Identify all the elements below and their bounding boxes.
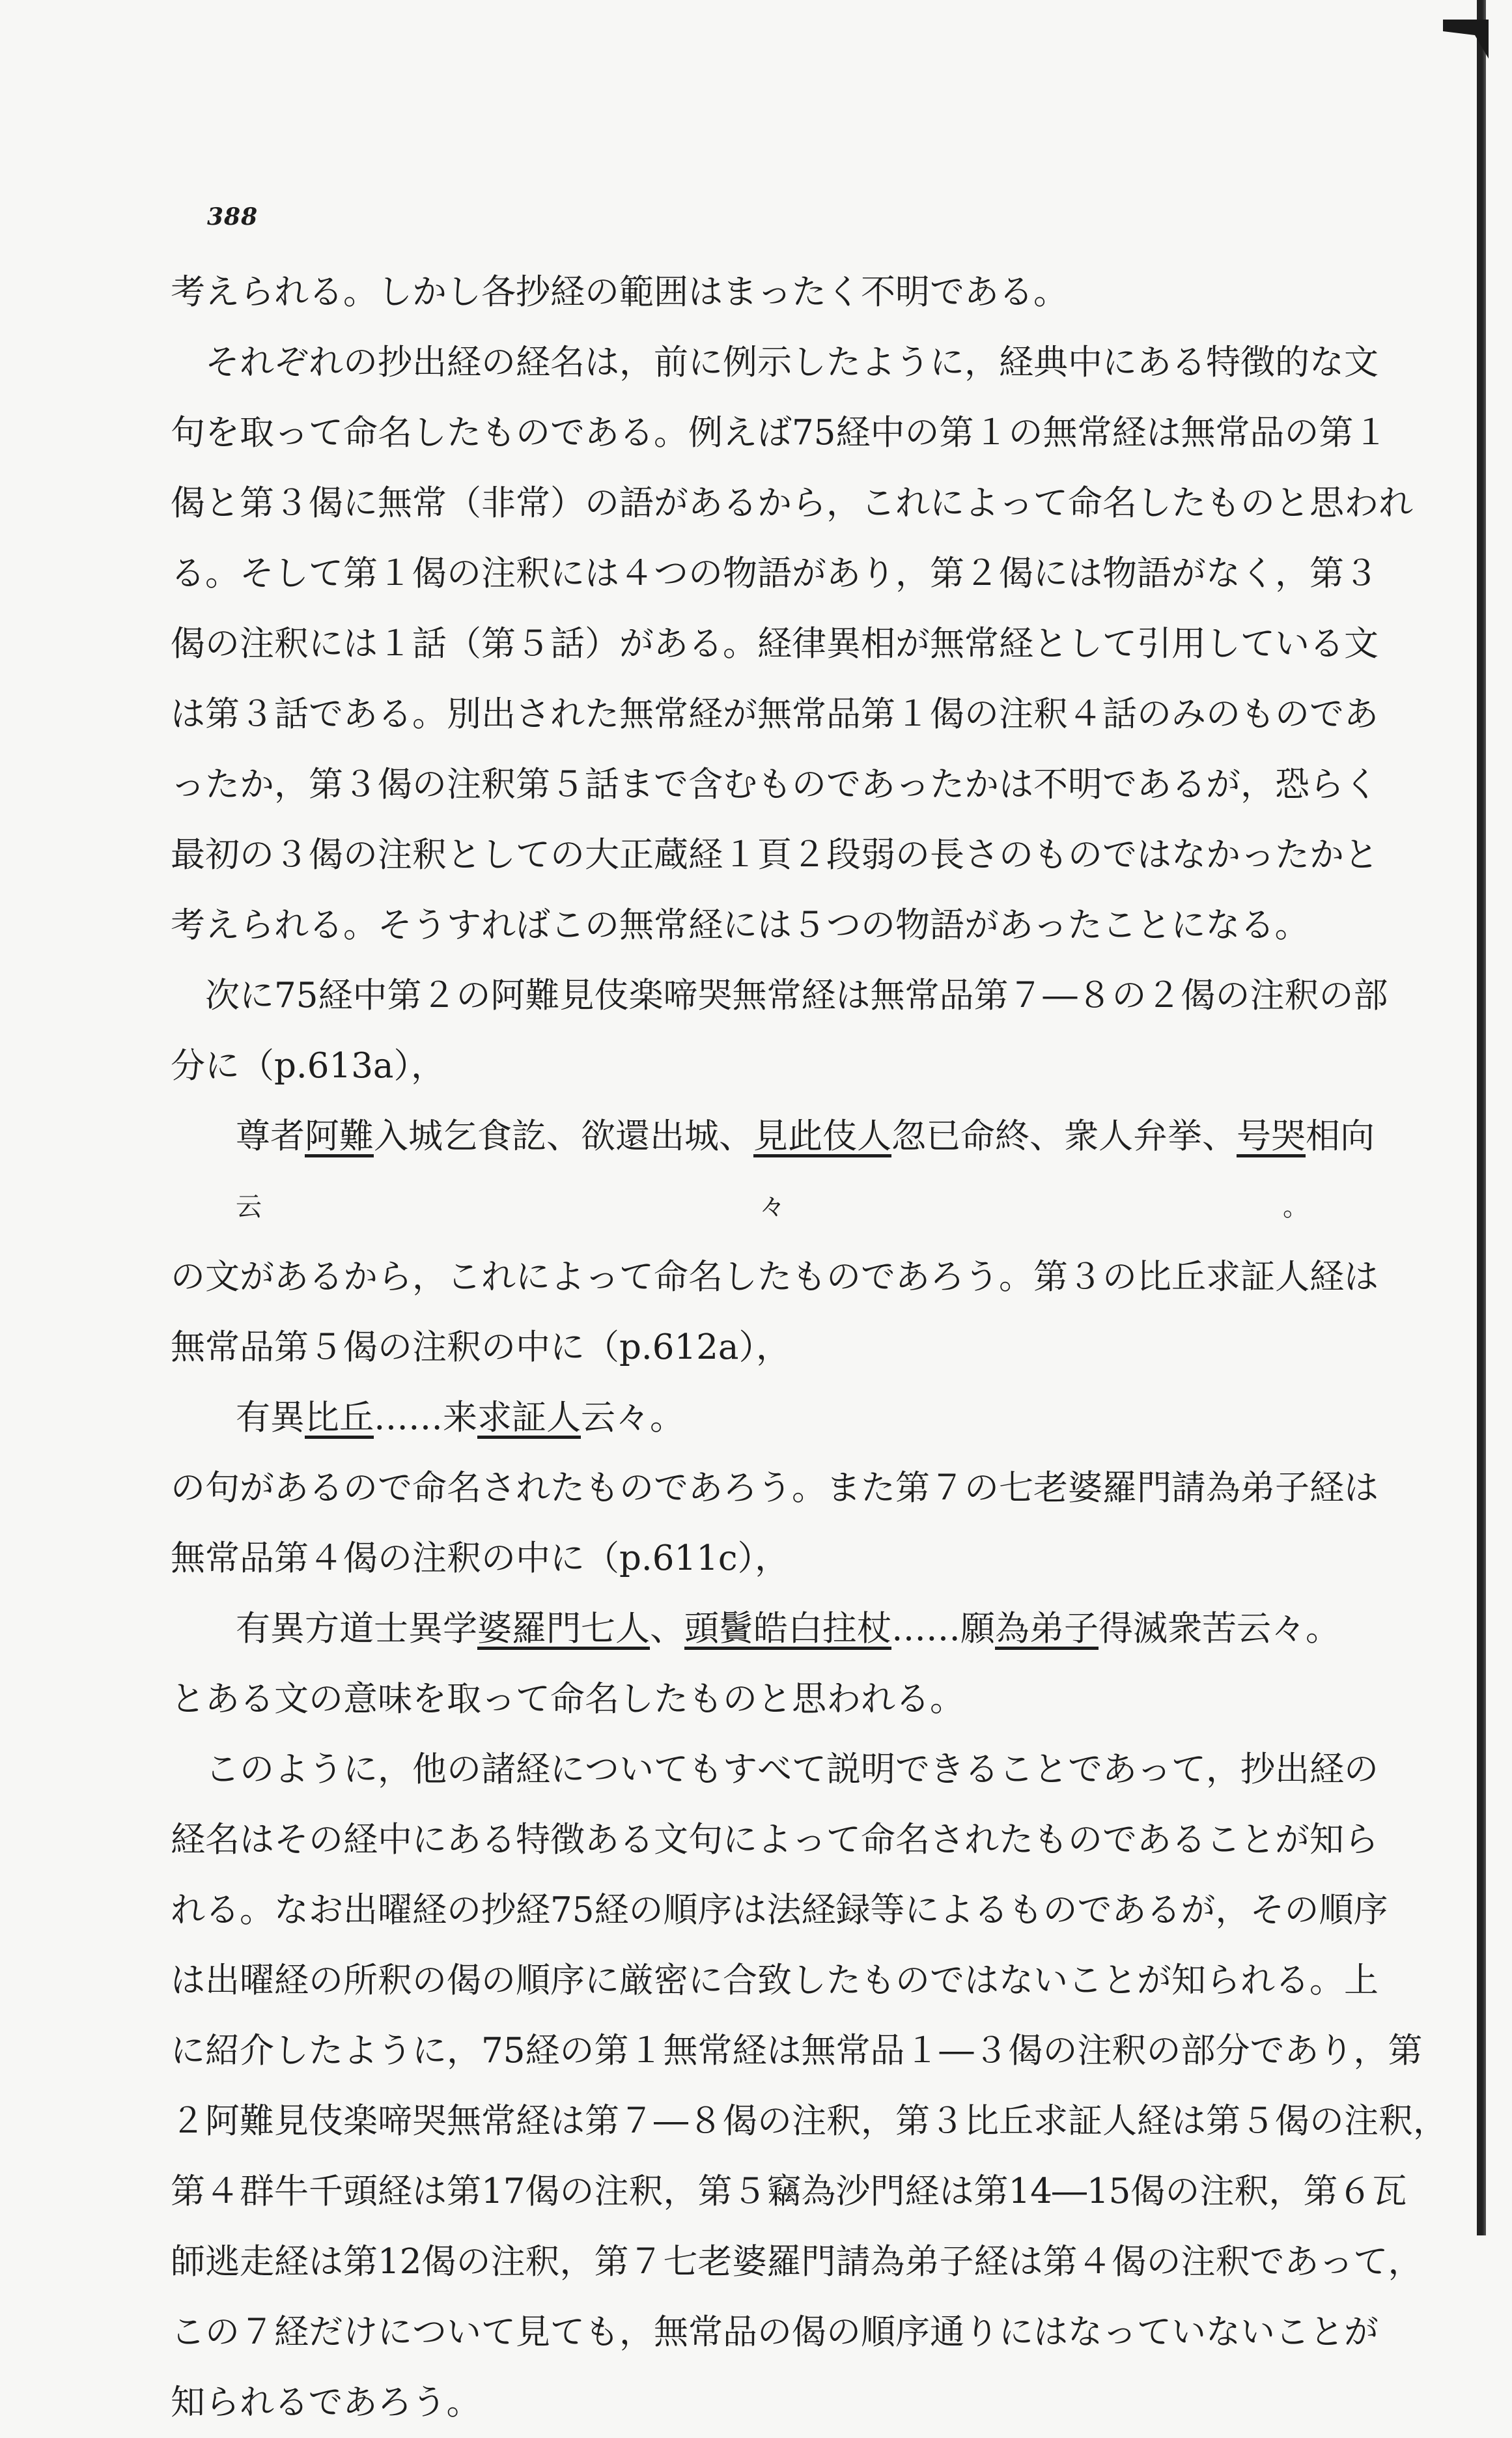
text-line: れ る 。 な お 出 曜 経 の 抄 経 7 5 経 の 順 序 は 法 経 録 等 に よ る も の で あ る が ， そ の 順 序 <box>171 1890 1388 1930</box>
text-line: そ れ ぞ れ の 抄 出 経 の 経 名 は ， 前 に 例 示 し た よ う に ， 経 典 中 に あ る 特 徴 的 な 文 <box>205 343 1379 382</box>
page-number: 388 <box>207 203 259 231</box>
text-line: の 文 が あ る か ら ， こ れ に よ っ て 命 名 し た も の で あ ろ う 。 第 ３ の 比 丘 求 証 人 経 は <box>171 1257 1379 1297</box>
text-line: 偈 の 注 釈 に は １ 話 （ 第 ５ 話 ） が あ る 。 経 律 異 相 が 無 常 経 と し て 引 用 し て い る 文 <box>171 624 1379 664</box>
text-line: は 第 ３ 話 で あ る 。 別 出 さ れ た 無 常 経 が 無 常 品 第 １ 偈 の 注 釈 ４ 話 の み の も の で あ <box>171 694 1379 734</box>
text-line: 無常品第５偈の注釈の中に（p.612a）， <box>171 1327 791 1367</box>
text-line: に 紹 介 し た よ う に ， 7 5 経 の 第 １ 無 常 経 は 無 常 品 １ ― ３ 偈 の 注 釈 の 部 分 で あ り ， 第 <box>171 2031 1423 2071</box>
text-line: 偈 と 第 ３ 偈 に 無 常 （ 非 常 ） の 語 が あ る か ら ， こ れ に よ っ て 命 名 し た も の と 思 わ れ <box>171 483 1413 523</box>
text-line: 知られるであろう。 <box>171 2383 481 2422</box>
page-edge-shadow <box>1477 0 1486 2235</box>
text-line: 最 初 の ３ 偈 の 注 釈 と し て の 大 正 蔵 経 １ 頁 ２ 段 弱 の 長 さ の も の で は な か っ た か と <box>171 835 1379 875</box>
text-line: 師 逃 走 経 は 第 1 2 偈 の 注 釈 ， 第 ７ 七 老 婆 羅 門 請 為 弟 子 経 は 第 ４ 偈 の 注 釈 で あ っ て ， <box>171 2242 1423 2282</box>
text-line: っ た か ， 第 ３ 偈 の 注 釈 第 ５ 話 ま で 含 む も の で あ っ た か は 不 明 で あ る が ， 恐 ら く <box>171 765 1379 804</box>
text-line: 云 々 。 <box>236 1192 1309 1222</box>
text-line: 次 に 7 5 経 中 第 ２ の 阿 難 見 伎 楽 啼 哭 無 常 経 は 無 常 品 第 ７ ― ８ の ２ 偈 の 注 釈 の 部 <box>205 976 1388 1015</box>
body-text <box>171 257 1448 2438</box>
text-line: こ の よ う に ， 他 の 諸 経 に つ い て も す べ て 説 明 で き る こ と で あ っ て ， 抄 出 経 の <box>205 1750 1379 1789</box>
text-line: 考えられる。そうすればこの無常経には５つの物語があったことになる。 <box>171 905 1309 945</box>
text-line: 分に（p.613a）， <box>171 1046 446 1086</box>
text-line: は 出 曜 経 の 所 釈 の 偈 の 順 序 に 厳 密 に 合 致 し た も の で は な い こ と が 知 ら れ る 。 上 <box>171 1961 1379 2000</box>
text-line: とある文の意味を取って命名したものと思われる。 <box>171 1679 964 1719</box>
text-line: る 。 そ し て 第 １ 偈 の 注 釈 に は ４ つ の 物 語 が あ り ， 第 ２ 偈 に は 物 語 が な く ， 第 ３ <box>171 554 1379 593</box>
text-line: こ の ７ 経 だ け に つ い て 見 て も ， 無 常 品 の 偈 の 順 序 通 り に は な っ て い な い こ と が <box>171 2312 1379 2352</box>
text-line: 無常品第４偈の注釈の中に（p.611c）， <box>171 1538 790 1578</box>
text-line: 尊者 阿難 入城乞食訖、欲還出城、 見此伎人 忽已命終、衆人弁挙、 号哭 相向 <box>236 1116 1375 1156</box>
text-line: の 句 が あ る の で 命 名 さ れ た も の で あ ろ う 。 ま た 第 ７ の 七 老 婆 羅 門 請 為 弟 子 経 は <box>171 1468 1379 1508</box>
text-line: 考えられる。しかし各抄経の範囲はまったく不明である。 <box>171 272 1068 312</box>
text-line: 第 ４ 群 牛 千 頭 経 は 第 1 7 偈 の 注 釈 ， 第 ５ 竊 為 沙 門 経 は 第 1 4 ― 1 5 偈 の 注 釈 ， 第 ６ 瓦 <box>171 2172 1407 2211</box>
text-line: 有異方道士異学 婆羅門七人 、 頭鬢皓白拄杖 ……願 為弟子 得滅衆苦云々。 <box>236 1609 1340 1649</box>
text-line: 句 を 取 っ て 命 名 し た も の で あ る 。 例 え ば 7 5 経 中 の 第 １ の 無 常 経 は 無 常 品 の 第 １ <box>171 413 1388 453</box>
text-line: 有異 比丘 ……来 求証人 云々。 <box>236 1398 684 1438</box>
text-line: ２ 阿 難 見 伎 楽 啼 哭 無 常 経 は 第 ７ ― ８ 偈 の 注 釈 ， 第 ３ 比 丘 求 証 人 経 は 第 ５ 偈 の 注 釈 ， <box>171 2101 1448 2141</box>
text-line: 経 名 は そ の 経 中 に あ る 特 徴 あ る 文 句 に よ っ て 命 名 さ れ た も の で あ る こ と が 知 ら <box>171 1820 1379 1860</box>
